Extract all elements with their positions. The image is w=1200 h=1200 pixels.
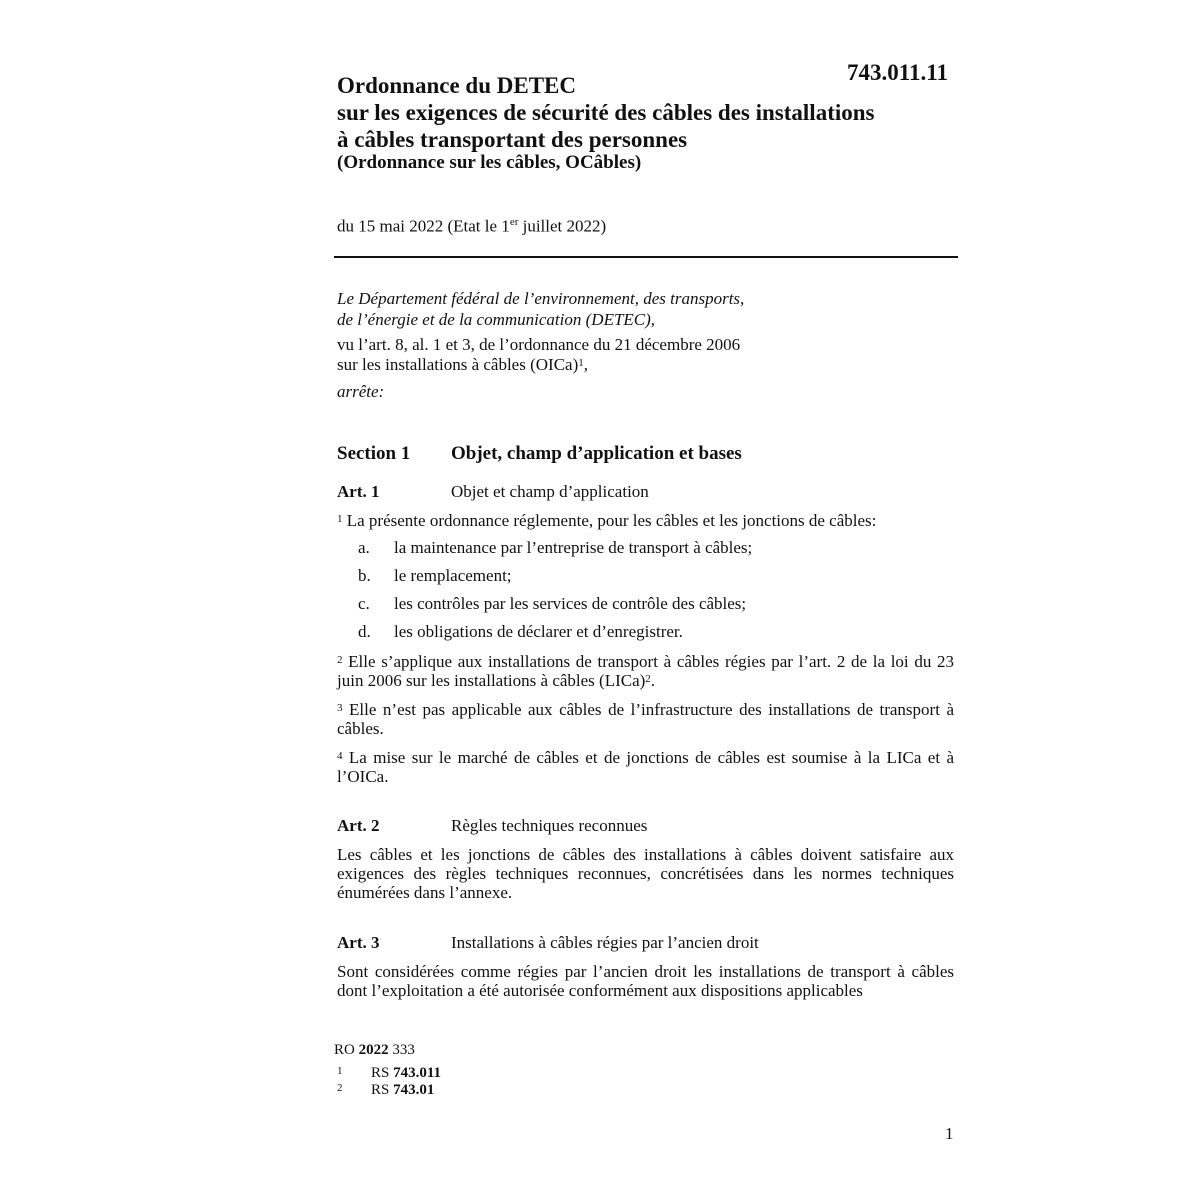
item-letter: b. [358,566,371,585]
art-2-text: Les câbles et les jonctions de câbles des installations à câbles doivent satisfaire aux exigences des règles techniques reconnues, concrétisées dans les normes techniques énumérées dans l’annexe. [337,845,954,902]
art-1-heading [337,482,649,502]
article-number: Art. 2 [337,816,380,835]
item-text: les contrôles par les services de contrôle des câbles; [394,594,747,613]
item-letter: a. [358,538,370,557]
article-title: Règles techniques reconnues [451,816,648,835]
page-number: 1 [945,1124,954,1143]
title-divider [334,256,958,258]
article-title: Installations à câbles régies par l’ancien droit [451,933,759,952]
art-1-paragraph-2 [337,652,954,690]
paragraph-end: . [650,671,656,690]
footnote-ref: 743.01 [393,1082,435,1098]
footnote-ref-2[interactable]: 2 [645,673,651,685]
title-line: à câbles transportant des personnes [337,127,688,152]
paragraph-text: La présente ordonnance réglemente, pour les câbles et les jonctions de câbles: [342,511,877,530]
art-1-paragraph-4 [337,748,954,786]
paragraph-text: La mise sur le marché de câbles et de jonctions de câbles est soumise à la LICa et à l’OICa. [337,748,954,786]
footnote-2 [337,1080,434,1099]
preamble-authority-2: de l’énergie et de la communication (DETEC), [337,310,656,329]
basis-text: sur les installations à câbles (OICa) [337,355,579,374]
title-line: sur les exigences de sécurité des câbles des installations [337,100,875,125]
ro-prefix: RO [334,1042,359,1058]
footnote-prefix: RS [371,1065,394,1081]
list-item [358,538,752,558]
ro-year: 2022 [358,1042,389,1058]
section-number: Section 1 [337,443,411,464]
item-text: la maintenance par l’entreprise de transport à câbles; [394,538,753,557]
item-letter: d. [358,622,371,641]
preamble-basis-1: vu l’art. 8, al. 1 et 3, de l’ordonnance du 21 décembre 2006 [337,335,741,354]
date-after: juillet 2022) [518,216,607,236]
document-date [337,216,606,237]
preamble-authority-1: Le Département fédéral de l’environnement, des transports, [337,289,745,308]
item-text: le remplacement; [394,566,512,585]
art-3-heading [337,933,759,953]
footnote-number: 2 [337,1082,343,1094]
art-2-heading [337,816,647,836]
art-3-text: Sont considérées comme régies par l’ancien droit les installations de transport à câbles dont l’exploitation a été autorisée conformément aux dispositions applicables [337,962,954,1000]
item-letter: c. [358,594,370,613]
paragraph-text: Elle n’est pas applicable aux câbles de l’infrastructure des installations de transport à câbles. [337,700,954,738]
date-before: du 15 mai 2022 (Etat le 1 [337,216,510,236]
art-1-paragraph-3 [337,700,954,738]
preamble-decree: arrête: [337,382,385,401]
list-item [358,594,746,614]
date-superscript: er [509,216,519,228]
paragraph-number: 4 [337,750,343,762]
section-1-heading [337,443,742,465]
paragraph-number: 2 [337,654,343,666]
basis-end: , [583,355,588,374]
list-item [358,622,683,642]
paragraph-number: 1 [337,513,343,525]
article-title: Objet et champ d’application [451,482,649,501]
footnote-number: 1 [337,1065,343,1077]
art-1-paragraph-1 [337,511,954,530]
short-title: (Ordonnance sur les câbles, OCâbles) [337,152,642,173]
sr-number: 743.011.11 [847,60,948,85]
document-title [337,72,875,153]
paragraph-number: 3 [337,702,343,714]
ro-reference [334,1042,415,1059]
article-number: Art. 1 [337,482,380,501]
list-item [358,566,512,586]
section-title: Objet, champ d’application et bases [451,443,742,464]
footnote-prefix: RS [371,1082,394,1098]
footnote-ref-1[interactable]: 1 [578,357,584,369]
preamble-basis-2 [337,355,588,375]
article-number: Art. 3 [337,933,380,952]
footnote-ref: 743.011 [393,1065,442,1081]
title-line: Ordonnance du DETEC [337,73,577,98]
ro-page: 333 [388,1042,415,1058]
item-text: les obligations de déclarer et d’enregistrer. [394,622,683,641]
paragraph-text: Elle s’applique aux installations de transport à câbles régies par l’art. 2 de la loi du 23 juin 2006 sur les installations à câbles (LICa) [337,652,954,690]
